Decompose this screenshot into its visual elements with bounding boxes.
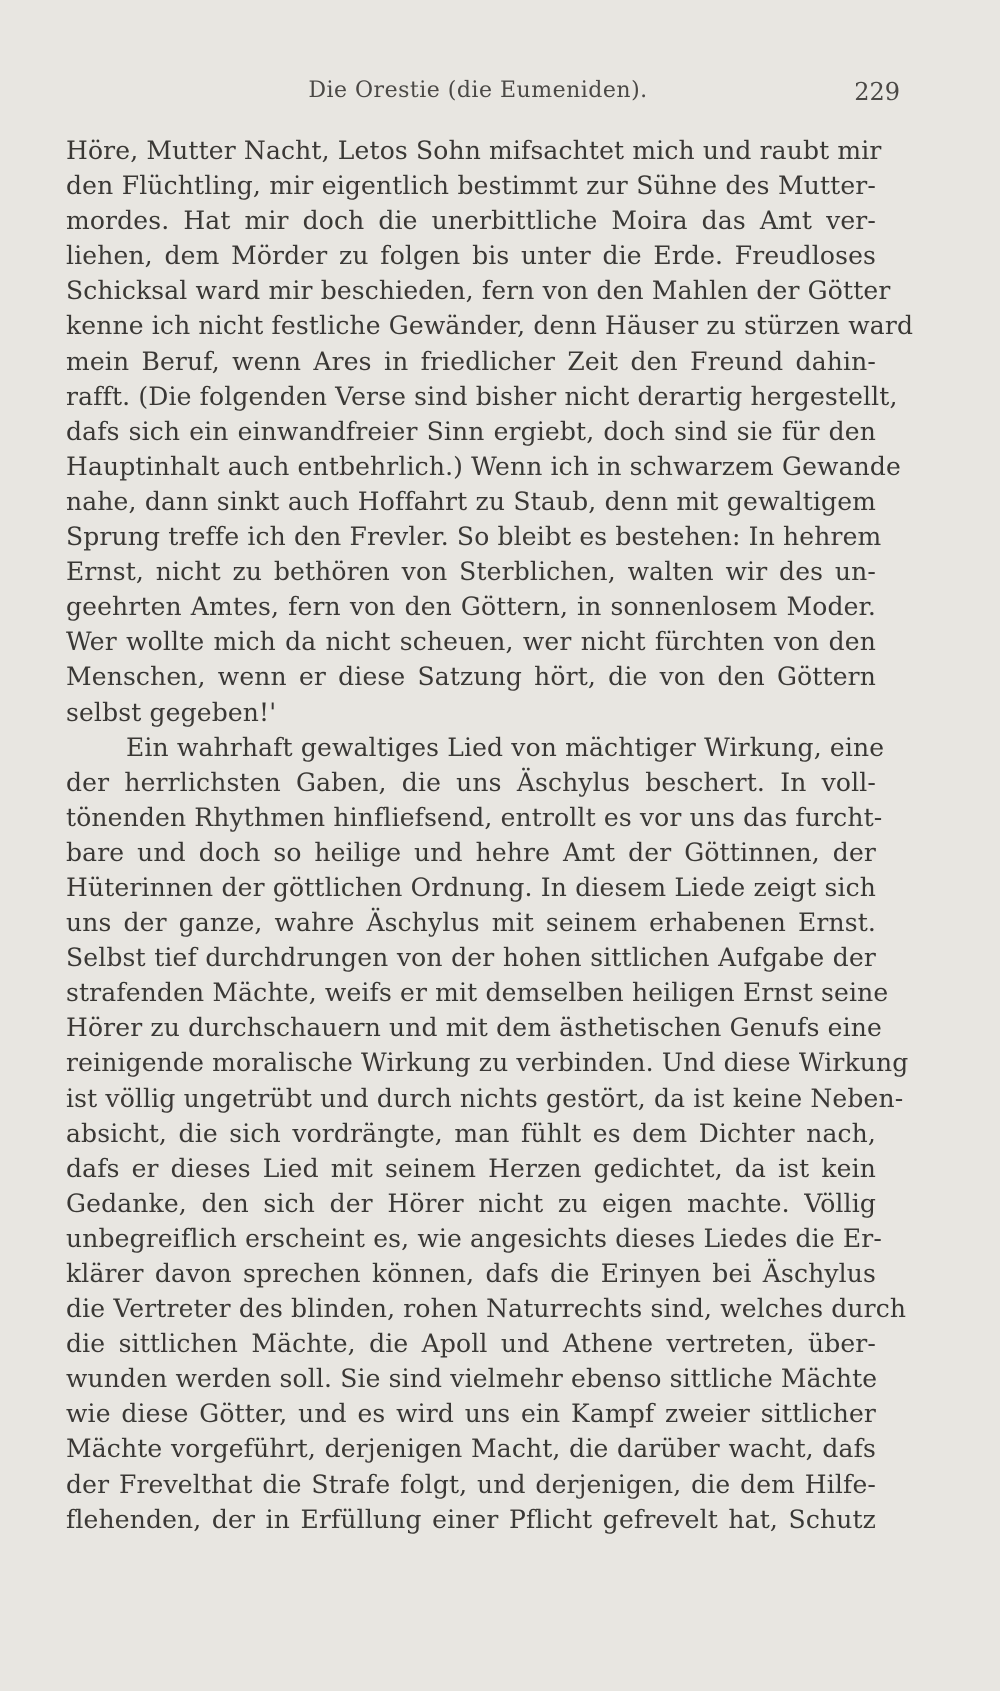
text-line: strafenden Mächte, weifs er mit demselben heiligen Ernst seine [66,978,889,1008]
text-line: der herrlichsten Gaben, die uns Äschylus beschert. In voll- [66,767,876,797]
text-line: unbegreiflich erscheint es, wie angesichts dieses Liedes die Er- [66,1223,882,1253]
page-number: 229 [854,78,900,106]
text-line: Ernst, nicht zu bethören von Sterblichen, walten wir des un- [66,557,876,587]
text-line: tönenden Rhythmen hinfliefsend, entrollt es vor uns das furcht- [66,802,883,832]
text-line: der Frevelthat die Strafe folgt, und derjenigen, die dem Hilfe- [66,1469,876,1499]
text-line: nahe, dann sinkt auch Hoffahrt zu Staub, denn mit gewaltigem [66,486,876,516]
text-line: die Vertreter des blinden, rohen Naturrechts sind, welches durch [66,1294,907,1324]
text-line: wie diese Götter, und es wird uns ein Kampf zweier sittlicher [66,1399,876,1429]
text-line: Mächte vorgeführt, derjenigen Macht, die darüber wacht, dafs [66,1434,876,1464]
text-line: Wer wollte mich da nicht scheuen, wer nicht fürchten von den [66,627,876,657]
text-line: absicht, die sich vordrängte, man fühlt es dem Dichter nach, [66,1118,876,1148]
text-line: ist völlig ungetrübt und durch nichts gestört, da ist keine Neben- [66,1083,904,1113]
text-line: Hörer zu durchschauern und mit dem ästhetischen Genufs eine [66,1013,882,1043]
text-line: Höre, Mutter Nacht, Letos Sohn mifsachtet mich und raubt mir [66,136,882,165]
text-line: mordes. Hat mir doch die unerbittliche Moira das Amt ver- [66,206,876,236]
text-line: kenne ich nicht festliche Gewänder, denn Häuser zu stürzen ward [66,311,914,341]
text-line: Selbst tief durchdrungen von der hohen sittlichen Aufgabe der [66,943,876,973]
paragraph-first-line: Ein wahrhaft gewaltiges Lied von mächtiger Wirkung, eine [126,732,885,762]
text-line: bare und doch so heilige und hehre Amt der Göttinnen, der [66,837,876,867]
text-line: selbst gegeben!' [66,697,277,727]
text-line: flehenden, der in Erfüllung einer Pflicht gefrevelt hat, Schutz [66,1504,876,1534]
running-head: Die Orestie (die Eumeniden). [308,78,648,103]
text-line: mein Beruf, wenn Ares in friedlicher Zeit den Freund dahin- [66,346,876,376]
text-line: Hüterinnen der göttlichen Ordnung. In diesem Liede zeigt sich [66,872,876,902]
text-line: die sittlichen Mächte, die Apoll und Athene vertreten, über- [66,1329,876,1359]
text-line: reinigende moralische Wirkung zu verbinden. Und diese Wirkung [66,1048,909,1078]
text-line: Schicksal ward mir beschieden, fern von den Mahlen der Götter [66,276,891,306]
text-line: dafs sich ein einwandfreier Sinn ergiebt, doch sind sie für den [66,416,876,446]
text-line: Gedanke, den sich der Hörer nicht zu eigen machte. Völlig [66,1188,876,1218]
text-line: Hauptinhalt auch entbehrlich.) Wenn ich in schwarzem Gewande [66,451,902,481]
text-line: wunden werden soll. Sie sind vielmehr ebenso sittliche Mächte [66,1364,878,1394]
text-line: geehrten Amtes, fern von den Göttern, in sonnenlosem Moder. [66,592,876,622]
text-line: uns der ganze, wahre Äschylus mit seinem erhabenen Ernst. [66,908,876,938]
body-text [66,133,914,1537]
text-line: Sprung treffe ich den Frevler. So bleibt es bestehen: In hehrem [66,522,882,552]
text-line: den Flüchtling, mir eigentlich bestimmt zur Sühne des Mutter- [66,171,876,201]
text-line: Menschen, wenn er diese Satzung hört, die von den Göttern [66,662,876,692]
page-header [66,78,900,114]
text-line: rafft. (Die folgenden Verse sind bisher nicht derartig hergestellt, [66,381,898,411]
text-line: klärer davon sprechen können, dafs die Erinyen bei Äschylus [66,1259,876,1288]
text-line: dafs er dieses Lied mit seinem Herzen gedichtet, da ist kein [66,1153,876,1183]
text-line: liehen, dem Mörder zu folgen bis unter die Erde. Freudloses [66,241,876,271]
